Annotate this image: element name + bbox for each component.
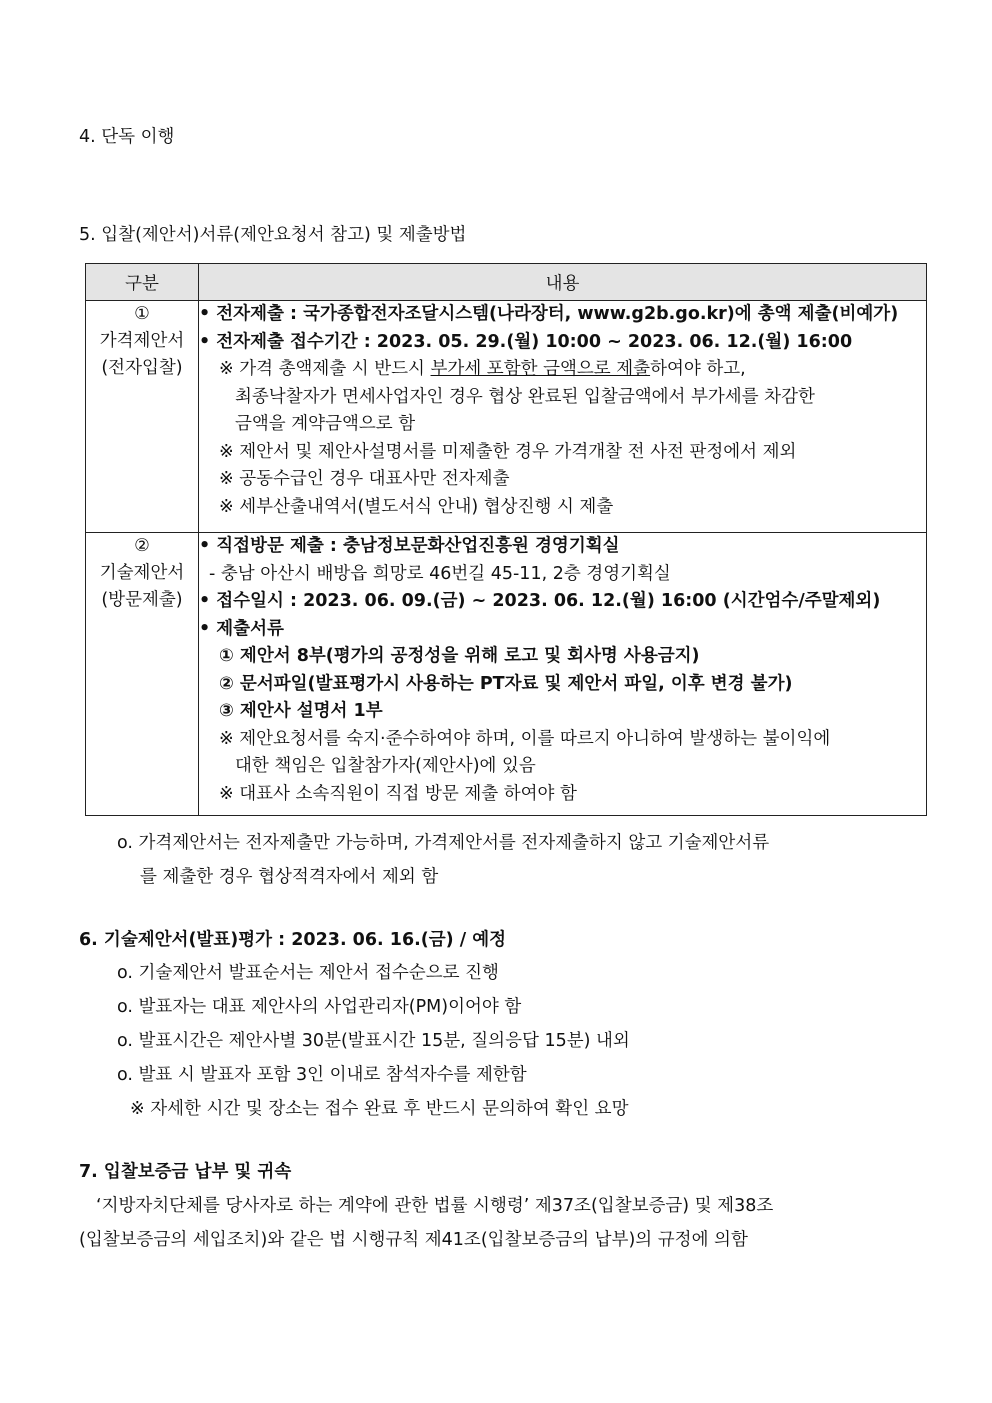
row-label-number: ① <box>134 304 150 324</box>
section-6-note: ※ 자세한 시간 및 장소는 접수 완료 후 반드시 문의하여 확인 요망 <box>130 1099 629 1119</box>
row-label-line2: (전자입찰) <box>101 358 183 378</box>
note-line: 금액을 계약금액으로 함 <box>235 414 416 434</box>
content-line: • 전자제출 접수기간 : 2023. 05. 29.(월) 10:00 ~ 2023. 06. 12.(월) 16:00 <box>199 331 853 352</box>
table-header-category: 구분 <box>86 264 199 301</box>
document-item: ① 제안서 8부(평가의 공정성을 위해 로고 및 회사명 사용금지) <box>219 646 700 666</box>
note-line: 대한 책임은 입찰참가자(제안사)에 있음 <box>235 756 536 776</box>
section-6-item: o. 발표시간은 제안사별 30분(발표시간 15분, 질의응답 15분) 내외 <box>117 1031 630 1051</box>
section-6-item: o. 발표자는 대표 제안사의 사업관리자(PM)이어야 함 <box>117 997 522 1017</box>
table-row-tech-proposal <box>86 533 927 816</box>
row-content-price <box>199 301 927 533</box>
section-7-body: ‘지방자치단체를 당사자로 하는 계약에 관한 법률 시행령’ 제37조(입찰보증금) 및 제38조 <box>96 1196 774 1216</box>
section-4-title: 4. 단독 이행 <box>79 127 175 147</box>
submission-table <box>85 263 927 816</box>
row-label-number: ② <box>134 536 150 556</box>
row-label-line1: 기술제안서 <box>99 563 185 583</box>
note-line: ※ 공동수급인 경우 대표사만 전자제출 <box>219 469 510 489</box>
document-item: ② 문서파일(발표평가시 사용하는 PT자료 및 제안서 파일, 이후 변경 불가) <box>219 673 793 694</box>
note-underlined-text: 부가세 포함한 금액으로 제출 <box>430 359 651 379</box>
note-text: 하여야 하고, <box>650 359 746 379</box>
row-label-line2: (방문제출) <box>101 590 183 610</box>
row-content-tech <box>199 533 927 816</box>
document-item: ③ 제안사 설명서 1부 <box>219 701 383 721</box>
note-line <box>199 356 926 384</box>
note-line: ※ 대표사 소속직원이 직접 방문 제출 하여야 함 <box>219 783 577 804</box>
note-line: ※ 세부산출내역서(별도서식 안내) 협상진행 시 제출 <box>219 496 614 517</box>
section-7-title: 7. 입찰보증금 납부 및 귀속 <box>79 1162 292 1182</box>
note-line: ※ 제안서 및 제안사설명서를 미제출한 경우 가격개찰 전 사전 판정에서 제외 <box>219 441 797 462</box>
section-6-item: o. 발표 시 발표자 포함 3인 이내로 참석자수를 제한함 <box>117 1065 527 1085</box>
note-text: ※ 가격 총액제출 시 반드시 <box>219 359 431 379</box>
table-row-price-proposal <box>86 301 927 533</box>
content-line: • 전자제출 : 국가종합전자조달시스템(나라장터, www.g2b.go.kr)에 총액 제출(비예가) <box>199 304 899 324</box>
row-label-line1: 가격제안서 <box>99 331 185 351</box>
content-line: - 충남 아산시 배방읍 희망로 46번길 45-11, 2층 경영기획실 <box>209 563 671 584</box>
content-line: • 접수일시 : 2023. 06. 09.(금) ~ 2023. 06. 12.(월) 16:00 (시간엄수/주말제외) <box>199 591 881 611</box>
table-header-row <box>86 264 927 301</box>
content-line: • 직접방문 제출 : 충남정보문화산업진흥원 경영기획실 <box>199 536 620 556</box>
price-proposal-note: o. 가격제안서는 전자제출만 가능하며, 가격제안서를 전자제출하지 않고 기술제안서류 <box>117 833 770 853</box>
content-line: • 제출서류 <box>199 618 284 639</box>
table-header-content: 내용 <box>199 264 927 301</box>
price-proposal-note-cont: 를 제출한 경우 협상적격자에서 제외 함 <box>140 867 439 887</box>
note-line: 최종낙찰자가 면세사업자인 경우 협상 완료된 입찰금액에서 부가세를 차감한 <box>235 386 815 407</box>
section-7-body-cont: (입찰보증금의 세입조치)와 같은 법 시행규칙 제41조(입찰보증금의 납부)의 규정에 의함 <box>79 1230 748 1250</box>
row-label-price <box>86 301 199 533</box>
section-5-title: 5. 입찰(제안서)서류(제안요청서 참고) 및 제출방법 <box>79 225 467 245</box>
note-line: ※ 제안요청서를 숙지·준수하여야 하며, 이를 따르지 아니하여 발생하는 불이익에 <box>219 728 831 749</box>
row-label-tech <box>86 533 199 816</box>
section-6-item: o. 기술제안서 발표순서는 제안서 접수순으로 진행 <box>117 963 499 983</box>
section-6-title: 6. 기술제안서(발표)평가 : 2023. 06. 16.(금) / 예정 <box>79 930 507 950</box>
